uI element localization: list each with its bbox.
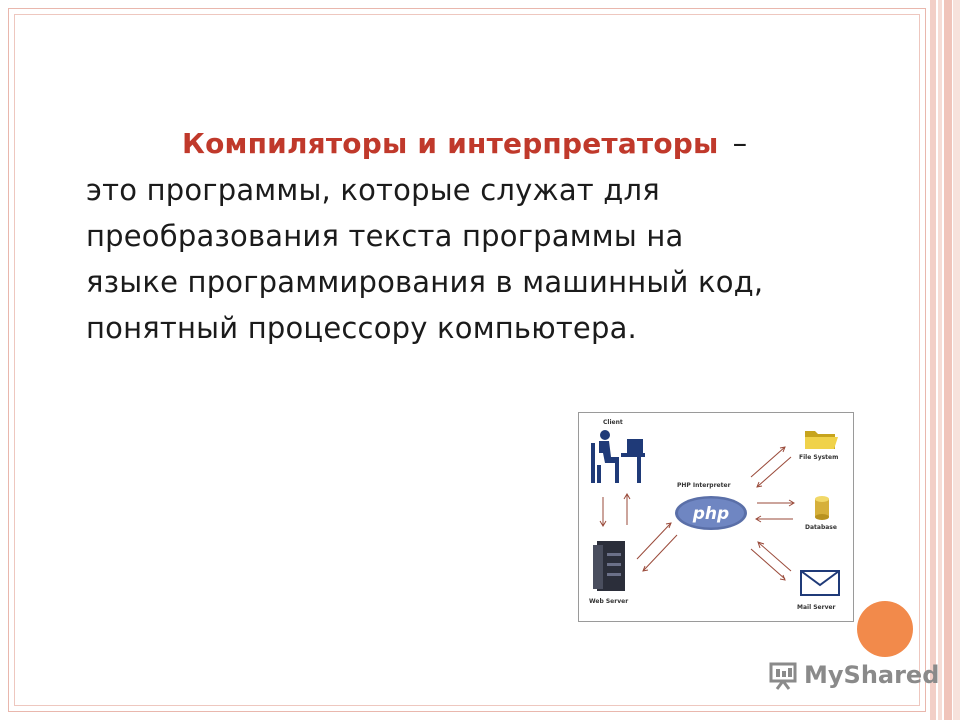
server-php-arrows xyxy=(637,523,677,571)
decor-stripe xyxy=(953,0,960,720)
web-server-label: Web Server xyxy=(589,598,629,605)
definition-term: Компиляторы и интерпретаторы xyxy=(182,127,719,160)
mail-server-label: Mail Server xyxy=(797,604,836,611)
decor-stripe xyxy=(944,0,952,720)
database-label: Database xyxy=(805,524,837,531)
php-mail-arrows xyxy=(751,542,791,580)
slide-body-text xyxy=(86,120,886,351)
logo-text: MyShared xyxy=(804,661,940,689)
file-system-label: File System xyxy=(799,454,839,461)
decor-orange-circle xyxy=(857,601,913,657)
presentation-board-icon xyxy=(768,660,798,690)
definition-line-3: языке программирования в машинный код, xyxy=(86,265,764,299)
php-logo-icon xyxy=(675,496,747,530)
definition-line-1: это программы, которые служат для xyxy=(86,173,660,207)
definition-line-4: понятный процессору компьютера. xyxy=(86,311,637,345)
myshared-logo xyxy=(768,655,939,695)
definition-first-line xyxy=(86,120,886,167)
php-database-arrows xyxy=(756,500,794,522)
php-interpreter-label: PHP Interpreter xyxy=(677,482,731,489)
web-server-icon xyxy=(593,541,625,591)
php-architecture-diagram xyxy=(578,412,854,622)
client-server-arrows xyxy=(600,494,630,526)
definition-dash: – xyxy=(732,126,748,160)
decor-stripe xyxy=(938,0,942,720)
client-user-icon xyxy=(591,430,645,483)
database-icon xyxy=(815,496,829,520)
folder-icon xyxy=(805,431,838,449)
php-filesystem-arrows xyxy=(751,447,791,487)
mail-envelope-icon xyxy=(801,571,839,595)
definition-line-2: преобразования текста программы на xyxy=(86,219,684,253)
client-label: Client xyxy=(603,419,623,426)
php-logo-text: php xyxy=(692,504,730,524)
decor-stripe xyxy=(930,0,936,720)
